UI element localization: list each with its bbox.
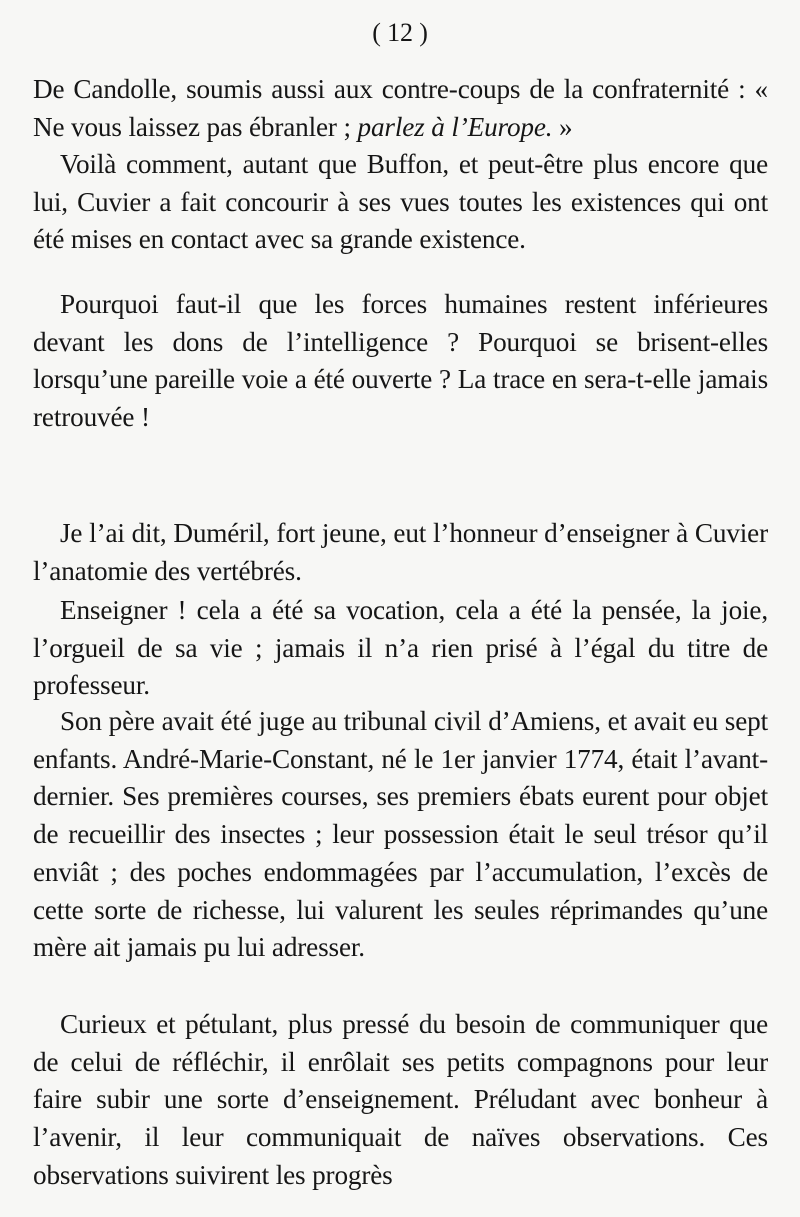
paragraph-1-italic-quote: parlez à l’Europe. bbox=[357, 111, 553, 142]
paragraph-1-closing: » bbox=[552, 111, 573, 142]
paragraph-1-text: De Candolle, soumis aussi aux contre-coups de la confraternité : « Ne vous laissez pas ébranler ; bbox=[33, 74, 768, 142]
paragraph-7: Curieux et pétulant, plus pressé du besoin de communiquer que de celui de réfléchir, il enrôlait ses petits compagnons pour leur faire subir une sorte d’enseignement. Préludant avec bonheur à l’avenir, il leur communiquait de naïves observations. Ces observations suivirent les progrès bbox=[33, 1009, 768, 1190]
paragraph-5: Enseigner ! cela a été sa vocation, cela a été la pensée, la joie, l’orgueil de sa vie ; jamais il n’a rien prisé à l’égal du titre de professeur. bbox=[33, 595, 768, 701]
paragraph-4: Je l’ai dit, Duméril, fort jeune, eut l’honneur d’enseigner à Cuvier l’anatomie des vertébrés. bbox=[33, 518, 768, 586]
paragraph-2: Voilà comment, autant que Buffon, et peut-être plus encore que lui, Cuvier a fait concourir à ses vues toutes les existences qui ont été mises en contact avec sa grande existence. bbox=[33, 149, 768, 255]
page-number: ( 12 ) bbox=[372, 18, 428, 47]
paragraph-3: Pourquoi faut-il que les forces humaines restent inférieures devant les dons de l’intelligence ? Pourquoi se brisent-elles lorsqu’une pareille voie a été ouverte ? La trace en sera-t-elle jamais retrouvée ! bbox=[33, 289, 768, 433]
paragraph-6: Son père avait été juge au tribunal civil d’Amiens, et avait eu sept enfants. André-Marie-Constant, né le 1er janvier 1774, était l’avant-dernier. Ses premières courses, ses premiers ébats eurent pour objet de recueillir des insectes ; leur possession était le seul trésor qu’il enviât ; des poches endommagées par l’accumulation, l’excès de cette sorte de richesse, lui valurent les seules réprimandes qu’une mère ait jamais pu lui adresser. bbox=[33, 706, 768, 963]
paragraph-1 bbox=[33, 71, 768, 146]
